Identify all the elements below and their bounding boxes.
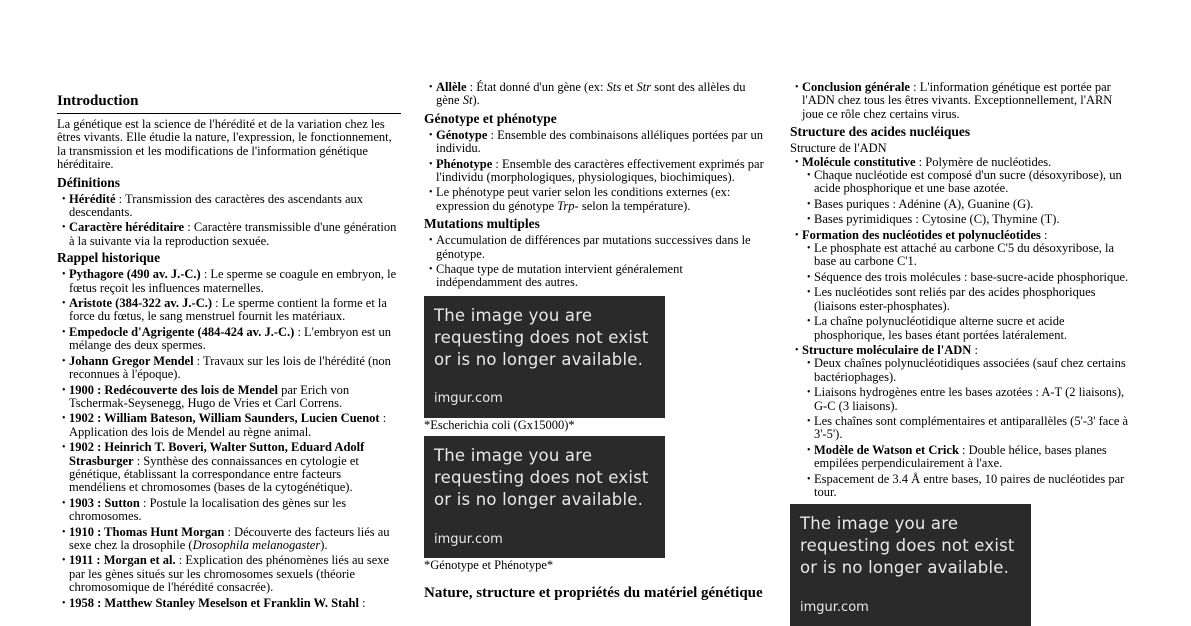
genotype-list <box>424 129 768 213</box>
term: 1902 : William Bateson, William Saunders, Lucien Cuenot <box>69 411 380 426</box>
sub-list-item: • Bases puriques : Adénine (A), Guanine (G). <box>802 198 1136 211</box>
image-message <box>434 305 649 371</box>
list-item <box>57 597 401 610</box>
sub-list <box>802 357 1136 499</box>
list-item <box>424 158 768 185</box>
term: Conclusion générale <box>802 80 910 94</box>
structure-list <box>790 156 1136 500</box>
definition-end: ). <box>320 537 328 552</box>
list-item: • Accumulation de différences par mutations successives dans le génotype. <box>424 234 768 261</box>
term: Modèle de Watson et Crick <box>814 442 959 457</box>
list-item <box>57 221 401 248</box>
imgur-watermark: imgur.com <box>800 599 869 615</box>
image-message-line: requesting does not exist <box>434 327 649 347</box>
image-message-line: or is no longer available. <box>434 490 644 510</box>
mutations-heading: Mutations multiples <box>424 216 540 232</box>
term: 1902 : Heinrich T. Boveri, Walter Sutton, Eduard Adolf Strasburger <box>69 440 365 468</box>
term: Molécule constitutive <box>802 154 916 169</box>
text-fragment: sont des allèles du gène <box>436 80 746 108</box>
list-item: • Chaque type de mutation intervient généralement indépendamment des autres. <box>424 263 768 290</box>
sub-list <box>802 242 1136 342</box>
definition: : Postule la localisation des gènes sur les chromosomes. <box>69 495 347 524</box>
text-fragment: selon la température). <box>578 198 691 213</box>
list-item <box>57 326 401 353</box>
sub-list-item: • La chaîne polynucléotidique alterne sucre et acide phosphorique, les bases étant portées latéralement. <box>802 315 1136 342</box>
definition: : L'information génétique est portée par l'ADN chez tous les êtres vivants. Exceptionnellement, l'ARN joue ce rôle chez certains virus. <box>802 80 1113 121</box>
history-list <box>57 268 401 610</box>
definition: : Le sperme se coagule en embryon, le fœtus reçoit les influences maternelles. <box>69 267 397 295</box>
definition: : Polymère de nucléotides. <box>915 154 1052 169</box>
sub-list-item: • Deux chaînes polynucléotidiques associées (sauf chez certains bactériophages). <box>802 357 1136 384</box>
allele-name: Str <box>636 80 652 94</box>
text-fragment: Le phénotype peut varier selon les conditions externes (ex: expression du génotype <box>436 185 731 213</box>
term: 1958 : Matthew Stanley Meselson et Franklin W. Stahl <box>69 595 359 610</box>
placeholder-image-genotype <box>424 436 665 558</box>
image-message <box>434 445 649 511</box>
term: Génotype <box>436 127 488 142</box>
definitions-heading: Définitions <box>57 174 121 190</box>
image-caption: *Escherichia coli (Gx15000)* <box>424 417 575 432</box>
list-item <box>790 81 1136 121</box>
list-item <box>790 344 1136 499</box>
definition: : Découverte des facteurs liés au sexe chez la drosophile ( <box>69 524 390 552</box>
imgur-watermark: imgur.com <box>434 531 503 547</box>
sub-list-item: • Liaisons hydrogènes entre les bases azotées : A-T (2 liaisons), G-C (3 liaisons). <box>802 386 1136 413</box>
term: Aristote (384-322 av. J.-C.) <box>69 296 213 311</box>
mutations-list <box>424 234 768 290</box>
sub-list-item <box>802 444 1136 471</box>
sub-list-item: • Espacement de 3.4 Å entre bases, 10 paires de nucléotides par tour. <box>802 473 1136 500</box>
sub-list-item: • Chaque nucléotide est composé d'un sucre (désoxyribose), un acide phosphorique et une base azotée. <box>802 169 1136 196</box>
definition: : <box>1040 227 1048 242</box>
definition: : Synthèse des connaissances en cytologie et génétique, établissant la correspondance entre facteurs mendéliens et chromosomes (bases de la cytogénétique). <box>69 453 359 495</box>
species-name: Drosophila melanogaster <box>192 537 321 552</box>
definition: : Travaux sur les lois de l'hérédité (non reconnues à l'époque). <box>69 353 391 382</box>
intro-paragraph: La génétique est la science de l'hérédité et de la variation chez les êtres vivants. Elle étudie la nature, l'expression, le fonctionnement, la transmission et les modifications de l'information génétique héréditaire. <box>57 117 392 172</box>
image-message-line: The image you are <box>434 305 593 325</box>
term: 1911 : Morgan et al. <box>69 553 176 568</box>
image-message-line: requesting does not exist <box>434 468 649 488</box>
list-item <box>57 355 401 382</box>
allele-list <box>424 81 768 108</box>
sub-list-item: • Séquence des trois molécules : base-sucre-acide phosphorique. <box>802 271 1136 284</box>
term: 1910 : Thomas Hunt Morgan <box>69 524 225 539</box>
definition: : Explication des phénomènes liés au sexe par les gènes situés sur les chromosomes sexuels (théorie chromosomique de l'hérédité consacrée). <box>69 553 390 595</box>
definition: : Application des lois de Mendel au règne animal. <box>69 411 387 439</box>
text-fragment: et <box>621 80 637 94</box>
definitions-list <box>57 193 401 249</box>
sub-list-item: • Les nucléotides sont reliés par des acides phosphoriques (liaisons ester-phosphates). <box>802 286 1136 313</box>
list-item <box>57 412 401 439</box>
definition: par Erich von Tschermak-Seysenegg, Hugo de Vries et Carl Correns. <box>69 382 350 410</box>
image-message <box>800 513 1015 579</box>
genotype-heading: Génotype et phénotype <box>424 110 557 126</box>
image-message-line: or is no longer available. <box>800 558 1010 578</box>
definition: : Transmission des caractères des ascendants aux descendants. <box>69 191 364 220</box>
sub-list <box>802 169 1136 227</box>
image-caption: *Génotype et Phénotype* <box>424 558 554 573</box>
genotype-name: Trp- <box>557 198 579 213</box>
nature-heading: Nature, structure et propriétés du matériel génétique <box>424 584 763 601</box>
definition: : L'embryon est un mélange des deux spermes. <box>69 324 392 353</box>
term: 1903 : Sutton <box>69 495 140 510</box>
term: Hérédité <box>69 191 116 206</box>
gene-name: St <box>462 93 473 108</box>
term: Structure moléculaire de l'ADN <box>802 342 972 357</box>
sub-list-item: • Les chaînes sont complémentaires et antiparallèles (5'-3' face à 3'-5'). <box>802 415 1136 442</box>
intro-heading: Introduction <box>57 93 139 109</box>
term: Pythagore (490 av. J.-C.) <box>69 267 201 282</box>
list-item <box>57 554 401 594</box>
definition: : Le sperme contient la forme et la force du fœtus, le sang menstruel fournit les matériaux. <box>69 296 387 324</box>
term: 1900 : Redécouverte des lois de Mendel <box>69 382 278 397</box>
definition: : <box>971 342 978 357</box>
list-item <box>57 268 401 295</box>
allele-name: Sts <box>606 80 622 94</box>
definition: : Caractère transmissible d'une génération à la suivante via la reproduction sexuée. <box>69 220 397 248</box>
heading-rule <box>57 113 401 114</box>
term: Empedocle d'Agrigente (484-424 av. J.-C.) <box>69 324 295 339</box>
list-item <box>57 526 401 553</box>
term: Formation des nucléotides et polynucléotides <box>802 227 1041 242</box>
list-item <box>57 441 401 495</box>
list-item <box>57 297 401 324</box>
image-message-line: or is no longer available. <box>434 349 644 369</box>
text-fragment: : État donné d'un gène (ex: <box>466 80 607 94</box>
list-item <box>424 129 768 156</box>
structure-heading: Structure des acides nucléiques <box>790 124 971 140</box>
term: Allèle <box>436 80 467 94</box>
term: Caractère héréditaire <box>69 220 185 235</box>
list-item <box>57 497 401 524</box>
conclusion-list <box>790 81 1136 121</box>
sub-list-item: • Le phosphate est attaché au carbone C'5 du désoxyribose, la base au carbone C'1. <box>802 242 1136 269</box>
definition: : Ensemble des caractères effectivement exprimés par l'individu (morphologiques, physiologiques, biochimiques). <box>436 156 764 185</box>
structure-subtitle: Structure de l'ADN <box>790 141 887 156</box>
image-message-line: The image you are <box>800 514 959 534</box>
term: Johann Gregor Mendel <box>69 353 194 368</box>
placeholder-image-ecoli <box>424 296 665 418</box>
list-item <box>790 156 1136 227</box>
list-item <box>790 229 1136 342</box>
text-fragment: ). <box>472 93 480 108</box>
placeholder-image-dna <box>790 504 1031 626</box>
history-heading: Rappel historique <box>57 250 161 266</box>
list-item <box>424 81 768 108</box>
column-1 <box>57 93 401 612</box>
image-message-line: requesting does not exist <box>800 536 1015 556</box>
definition: : <box>358 595 366 610</box>
definition: : Ensemble des combinaisons alléliques portées par un individu. <box>436 127 764 156</box>
column-3 <box>790 81 1136 626</box>
definition: : Double hélice, bases planes empilées perpendiculairement à l'axe. <box>814 442 1107 471</box>
list-item <box>57 384 401 411</box>
image-message-line: The image you are <box>434 446 593 466</box>
list-item <box>424 186 768 213</box>
term: Phénotype <box>436 156 493 171</box>
column-2 <box>424 81 768 601</box>
list-item <box>57 193 401 220</box>
imgur-watermark: imgur.com <box>434 391 503 407</box>
sub-list-item: • Bases pyrimidiques : Cytosine (C), Thymine (T). <box>802 213 1136 226</box>
